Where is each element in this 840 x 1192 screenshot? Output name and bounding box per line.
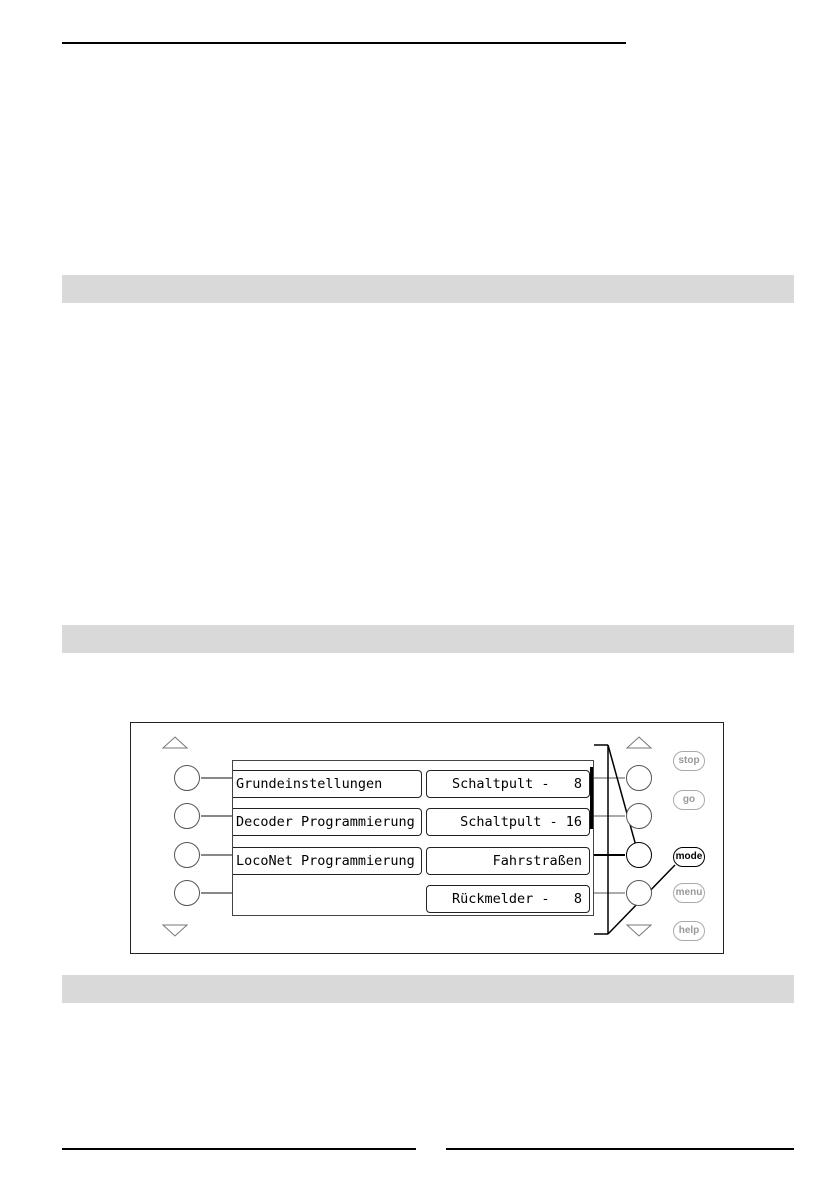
left-softkey-3[interactable] (174, 842, 200, 868)
left-up-arrow-icon (163, 737, 187, 748)
scrollbar[interactable] (590, 767, 593, 829)
section-band-3 (62, 975, 794, 1003)
stop-button[interactable]: stop (673, 751, 705, 771)
menu-key-schaltpult-8[interactable]: Schaltpult - 8 (426, 770, 590, 798)
menu-key-schaltpult-16[interactable]: Schaltpult - 16 (426, 808, 590, 836)
section-band-2 (62, 625, 794, 653)
right-up-arrow-icon (627, 737, 651, 748)
go-button[interactable]: go (673, 790, 705, 810)
menu-key-decoder-programmierung[interactable]: Decoder Programmierung (233, 808, 422, 836)
menu-key-rueckmelder-8[interactable]: Rückmelder - 8 (426, 885, 590, 913)
display-screen (232, 760, 594, 916)
mode-button[interactable]: mode (673, 847, 705, 867)
left-softkey-4[interactable] (174, 880, 200, 906)
menu-key-fahrstrassen[interactable]: Fahrstraßen (426, 847, 590, 875)
bottom-rule-left (62, 1148, 416, 1150)
section-band-1 (62, 275, 794, 303)
right-softkey-2[interactable] (626, 803, 652, 829)
right-down-arrow-icon (627, 925, 651, 936)
left-down-arrow-icon (163, 925, 187, 936)
top-rule (62, 42, 626, 44)
menu-key-loconet-programmierung[interactable]: LocoNet Programmierung (233, 847, 422, 875)
control-panel-illustration (130, 722, 724, 954)
right-softkey-4[interactable] (626, 880, 652, 906)
left-softkey-2[interactable] (174, 803, 200, 829)
menu-key-grundeinstellungen[interactable]: Grundeinstellungen (233, 770, 422, 798)
left-softkey-1[interactable] (174, 765, 200, 791)
right-softkey-1[interactable] (626, 765, 652, 791)
right-softkey-3[interactable] (626, 842, 652, 868)
help-button[interactable]: help (673, 921, 705, 941)
bottom-rule-right (446, 1148, 794, 1150)
menu-button[interactable]: menu (673, 883, 705, 903)
